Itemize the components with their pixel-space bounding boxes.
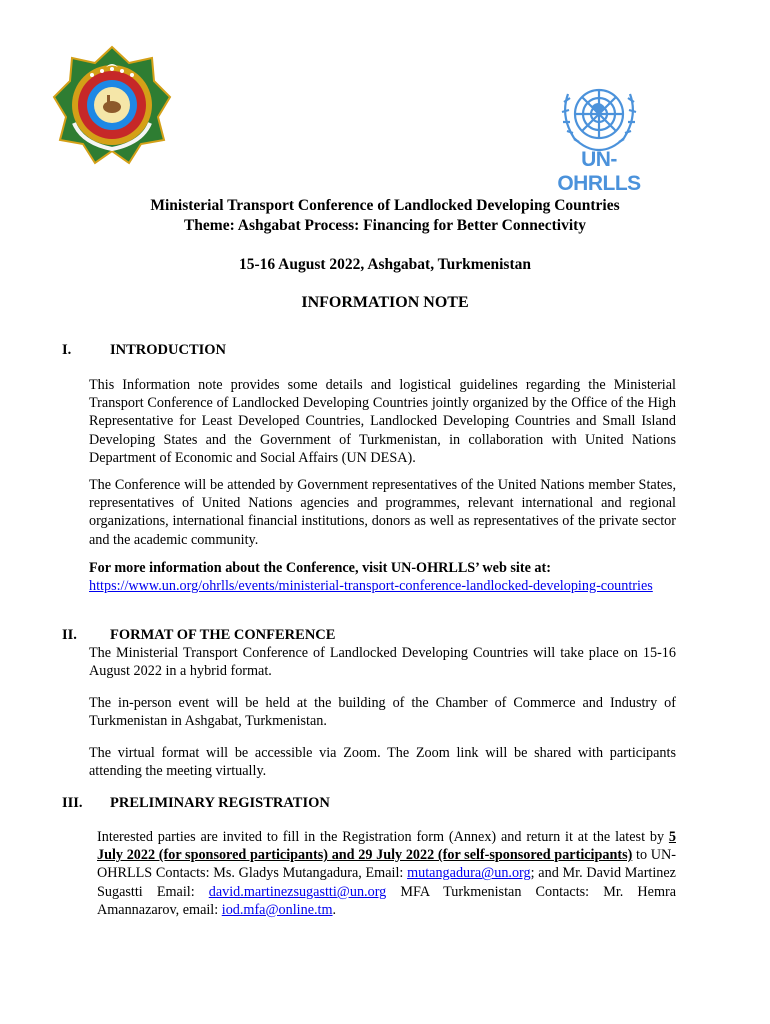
section-title: PRELIMINARY REGISTRATION xyxy=(110,795,330,811)
registration-text-a: Interested parties are invited to fill in the Registration form (Annex) and return it at the latest by xyxy=(97,829,669,845)
un-ohrlls-label: UN-OHRLLS xyxy=(557,148,641,195)
date-place: 15-16 August 2022, Ashgabat, Turkmenistan xyxy=(239,256,531,273)
title-line-1: Ministerial Transport Conference of Landlocked Developing Countries xyxy=(150,197,620,214)
registration-text-b: to UN-OHRLLS Contacts: Ms. Gladys Mutangadura, Email: xyxy=(97,847,676,882)
more-info-label: For more information about the Conference, visit UN-OHRLLS’ web site at: xyxy=(89,560,551,576)
section-number: III. xyxy=(62,795,83,811)
section-title: FORMAT OF THE CONFERENCE xyxy=(110,627,336,643)
section-format-heading xyxy=(62,627,335,644)
more-info-block xyxy=(89,559,676,595)
email-link-mutangadura[interactable]: mutangadura@un.org xyxy=(407,865,531,882)
section-number: I. xyxy=(62,342,72,358)
title-line-2: Theme: Ashgabat Process: Financing for Better Connectivity xyxy=(183,217,587,234)
section-number: II. xyxy=(62,627,77,643)
registration-text-c: ; and Mr. David Martinez Sugastti Email: xyxy=(97,865,676,900)
intro-paragraph-1: This Information note provides some details and logistical guidelines regarding the Ministerial Transport Conference of Landlocked Developing Countries jointly organized by the Office of the High Representative for Least Developed Countries, Landlocked Developing Countries and Small Island Developing States and the Government of Turkmenistan, in collaboration with United Nations Department of Economic and Social Affairs (UN DESA). xyxy=(89,377,676,466)
information-note-heading: INFORMATION NOTE xyxy=(301,294,469,311)
email-link-martinez[interactable]: david.martinezsugastti@un.org xyxy=(208,883,387,900)
section-title: INTRODUCTION xyxy=(110,342,227,358)
conference-website-link[interactable]: https://www.un.org/ohrlls/events/ministerial-transport-conference-landlocked-developing-countries xyxy=(89,578,653,595)
email-link-mfa[interactable]: iod.mfa@online.tm xyxy=(221,901,333,918)
turkmenistan-emblem-icon xyxy=(52,45,172,165)
format-paragraph-1: The Ministerial Transport Conference of Landlocked Developing Countries will take place on 15-16 August 2022 in a hybrid format. xyxy=(89,645,676,680)
conference-title xyxy=(60,196,710,236)
section-registration-heading xyxy=(62,795,330,812)
format-paragraph-3: The virtual format will be accessible via Zoom. The Zoom link will be shared with participants attending the meeting virtually. xyxy=(89,745,676,780)
format-paragraph-2: The in-person event will be held at the building of the Chamber of Commerce and Industry of Turkmenistan in Ashgabat, Turkmenistan. xyxy=(89,695,676,730)
registration-deadline: 5 July 2022 (for sponsored participants) and 29 July 2022 (for self-sponsored participants) xyxy=(97,829,676,864)
section-introduction-heading xyxy=(62,342,226,359)
registration-text-e: . xyxy=(332,901,337,918)
registration-paragraph xyxy=(97,828,676,919)
intro-paragraph-2: The Conference will be attended by Government representatives of the United Nations member States, representatives of United Nations agencies and programmes, relevant international and regional organizations, international financial institutions, donors as well as representatives of the private sector and the academic community. xyxy=(89,477,676,548)
registration-text-d: MFA Turkmenistan Contacts: Mr. Hemra Amannazarov, email: xyxy=(97,883,676,918)
